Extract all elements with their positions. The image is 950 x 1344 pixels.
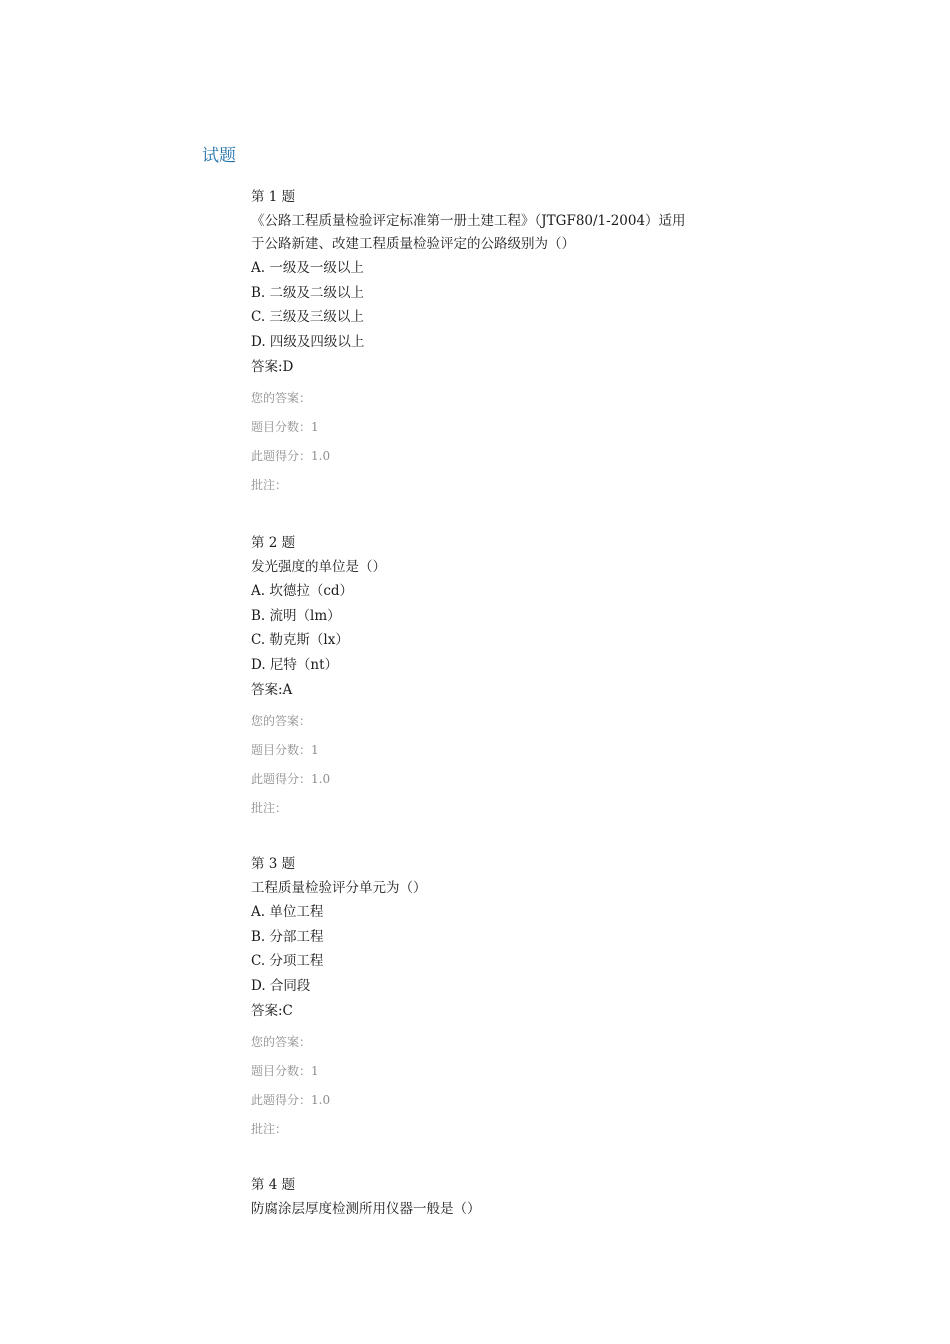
question-4 <box>251 1173 691 1221</box>
option-a: A. 一级及一级以上 <box>251 259 364 276</box>
option-d: D. 尼特（nt） <box>251 657 339 674</box>
correct-answer: 答案:C <box>251 1002 293 1019</box>
question-1 <box>251 185 691 500</box>
comment: 批注： <box>251 477 288 492</box>
your-answer: 您的答案： <box>251 713 312 728</box>
question-stem: 工程质量检验评分单元为（） <box>251 879 427 896</box>
option-b: B. 分部工程 <box>251 928 324 945</box>
question-number: 第 3 题 <box>251 856 296 872</box>
correct-answer: 答案:A <box>251 681 293 698</box>
question-stem: 发光强度的单位是（） <box>251 558 386 575</box>
comment: 批注： <box>251 800 288 815</box>
section-title: 试题 <box>202 146 236 166</box>
question-3 <box>251 852 691 1144</box>
comment: 批注： <box>251 1121 288 1136</box>
question-score: 题目分数：1 <box>251 419 319 434</box>
question-score: 题目分数：1 <box>251 1063 319 1078</box>
option-b: B. 二级及二级以上 <box>251 284 365 301</box>
option-a: A. 坎德拉（cd） <box>251 582 354 599</box>
question-score: 题目分数：1 <box>251 742 319 757</box>
earned-score: 此题得分：1.0 <box>251 771 331 786</box>
earned-score: 此题得分：1.0 <box>251 1092 331 1107</box>
question-2 <box>251 531 691 823</box>
your-answer: 您的答案： <box>251 1034 312 1049</box>
option-c: C. 分项工程 <box>251 953 324 970</box>
your-answer: 您的答案： <box>251 390 312 405</box>
earned-score: 此题得分：1.0 <box>251 448 331 463</box>
question-stem: 防腐涂层厚度检测所用仪器一般是（） <box>251 1200 481 1217</box>
option-d: D. 四级及四级以上 <box>251 334 365 351</box>
question-number: 第 2 题 <box>251 535 296 551</box>
question-number: 第 1 题 <box>251 189 296 205</box>
option-b: B. 流明（lm） <box>251 607 341 624</box>
correct-answer: 答案:D <box>251 358 294 375</box>
question-stem: 《公路工程质量检验评定标准第一册土建工程》（JTGF80/1-2004）适用于公路新建、改建工程质量检验评定的公路级别为（） <box>251 212 686 252</box>
question-number: 第 4 题 <box>251 1177 296 1193</box>
option-c: C. 勒克斯（lx） <box>251 632 349 649</box>
option-a: A. 单位工程 <box>251 903 324 920</box>
option-c: C. 三级及三级以上 <box>251 309 364 326</box>
option-d: D. 合同段 <box>251 978 311 995</box>
